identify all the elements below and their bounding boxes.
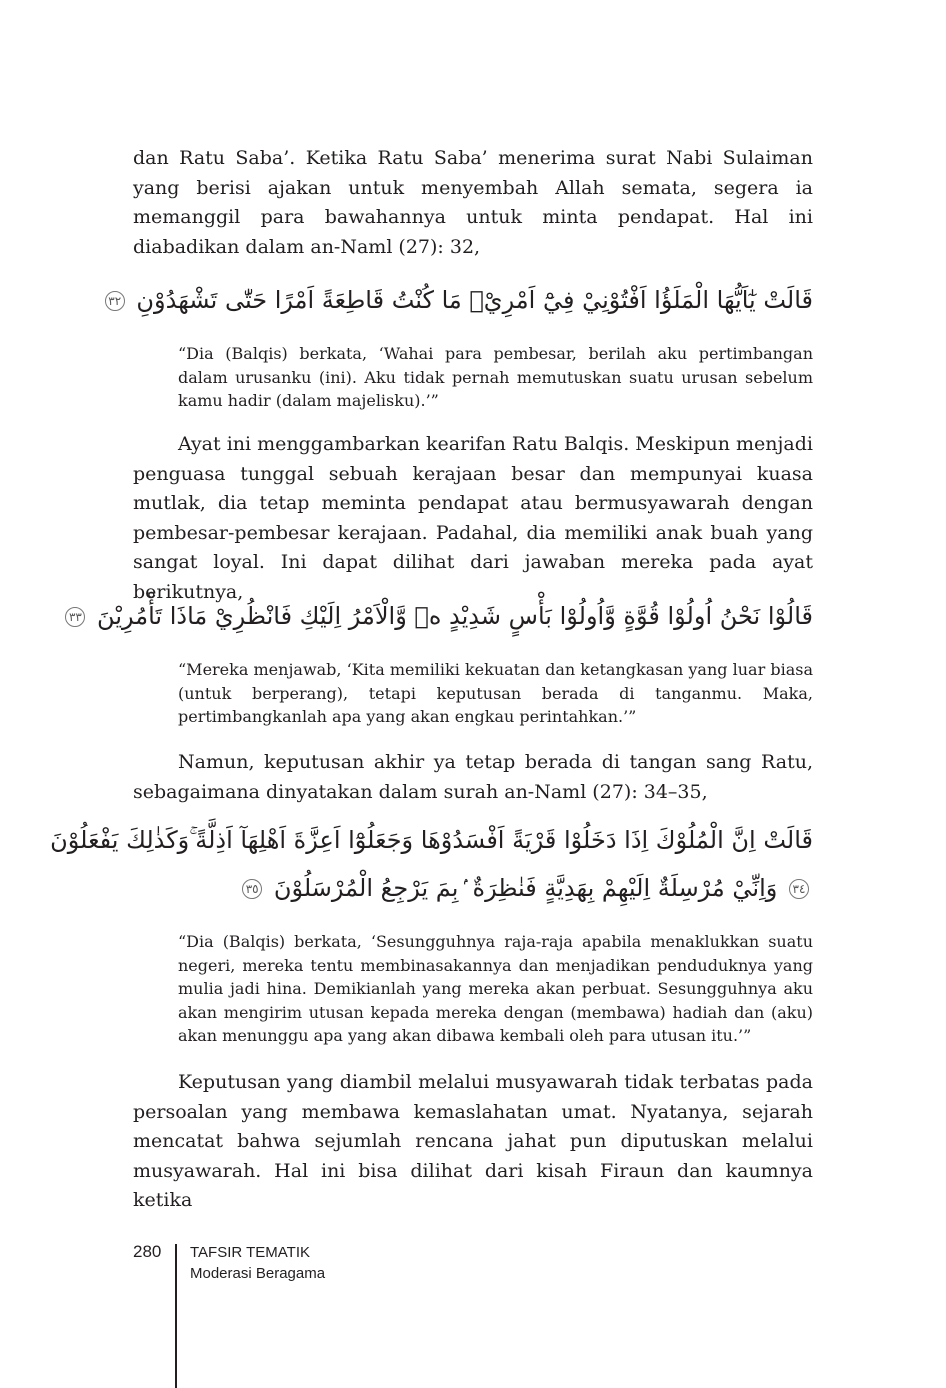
running-footer xyxy=(190,1242,325,1284)
arabic-verse-34 xyxy=(50,817,813,863)
paragraph-1: dan Ratu Saba’. Ketika Ratu Saba’ menerima surat Nabi Sulaiman yang berisi ajakan untuk menyembah Allah semata, segera ia memanggil para bawahannya untuk minta pendapat. Hal ini diabadikan dalam an-Naml (27): 32, xyxy=(133,147,813,258)
translation-verse-32: “Dia (Balqis) berkata, ‘Wahai para pembesar, berilah aku pertimbangan dalam urusanku (ini). Aku tidak pernah memutuskan suatu urusan sebelum kamu hadir (dalam majelisku).’” xyxy=(178,344,813,410)
translation-verse-33: “Mereka menjawab, ‘Kita memiliki kekuatan dan ketangkasan yang luar biasa (untuk berperang), tetapi keputusan berada di tanganmu. Maka, pertimbangkanlah apa yang akan engkau perintahkan.’” xyxy=(178,660,813,726)
ayah-number-marker: ٣٣ xyxy=(65,607,85,627)
page-number: 280 xyxy=(133,1242,162,1261)
arabic-verse-32-text: قَالَتْ يٰٓاَيُّهَا الْمَلَؤُا اَفْتُوْنِيْ فِيْٓ اَمْرِيْۚ مَا كُنْتُ قَاطِعَةً اَمْرًا حَتّٰى تَشْهَدُوْنِ xyxy=(136,286,813,314)
ayah-number-marker: ٣٤ xyxy=(789,879,809,899)
footer-divider xyxy=(175,1244,177,1388)
paragraph-2: Ayat ini menggambarkan kearifan Ratu Balqis. Meskipun menjadi penguasa tunggal sebuah kerajaan besar dan mempunyai kuasa mutlak, dia tetap meminta pendapat atau bermusyawarah dengan pembesar-pembesar kerajaan. Padahal, dia memiliki anak buah yang sangat loyal. Ini dapat dilihat dari jawaban mereka pada ayat berikutnya, xyxy=(133,433,813,603)
ayah-number-marker: ٣٥ xyxy=(242,879,262,899)
arabic-verse-33 xyxy=(68,593,813,639)
arabic-verse-35 xyxy=(133,865,813,911)
paragraph-3: Namun, keputusan akhir ya tetap berada di tangan sang Ratu, sebagaimana dinyatakan dalam surah an-Naml (27): 34–35, xyxy=(133,751,813,803)
arabic-verse-32 xyxy=(108,277,813,323)
paragraph-4: Keputusan yang diambil melalui musyawarah tidak terbatas pada persoalan yang membawa kemaslahatan umat. Nyatanya, sejarah mencatat bahwa sejumlah rencana jahat pun diputuskan melalui musyawarah. Hal ini bisa dilihat dari kisah Firaun dan kaumnya ketika xyxy=(133,1071,813,1211)
arabic-verse-35-text: وَاِنِّيْ مُرْسِلَةٌ اِلَيْهِمْ بِهَدِيَّةٍ فَنٰظِرَةٌ ۢبِمَ يَرْجِعُ الْمُرْسَلُوْنَ xyxy=(273,874,778,902)
arabic-verse-34-text: قَالَتْ اِنَّ الْمُلُوْكَ اِذَا دَخَلُوْا قَرْيَةً اَفْسَدُوْهَا وَجَعَلُوْٓا اَعِزَّةَ اَهْلِهَآ اَذِلَّةً ۚوَكَذٰلِكَ يَفْعَلُوْنَ xyxy=(50,826,813,854)
book-subtitle: Moderasi Beragama xyxy=(190,1265,326,1282)
ayah-number-marker: ٣٢ xyxy=(105,291,125,311)
translation-verse-34-35: “Dia (Balqis) berkata, ‘Sesungguhnya raja-raja apabila menaklukkan suatu negeri, mereka tentu membinasakannya dan menjadikan penduduknya yang mulia jadi hina. Demikianlah yang mereka akan perbuat. Sesungguhnya aku akan mengirim utusan kepada mereka dengan (membawa) hadiah dan (aku) akan menunggu apa yang akan dibawa kembali oleh para utusan itu.’” xyxy=(178,932,813,1045)
arabic-verse-33-text: قَالُوْا نَحْنُ اُولُوْا قُوَّةٍ وَّاُولُوْا بَأْسٍ شَدِيْدٍ ەۙ وَّالْاَمْرُ اِلَيْكِ فَانْظُرِيْ مَاذَا تَأْمُرِيْنَ xyxy=(97,602,813,630)
book-title: TAFSIR TEMATIK xyxy=(190,1244,311,1261)
